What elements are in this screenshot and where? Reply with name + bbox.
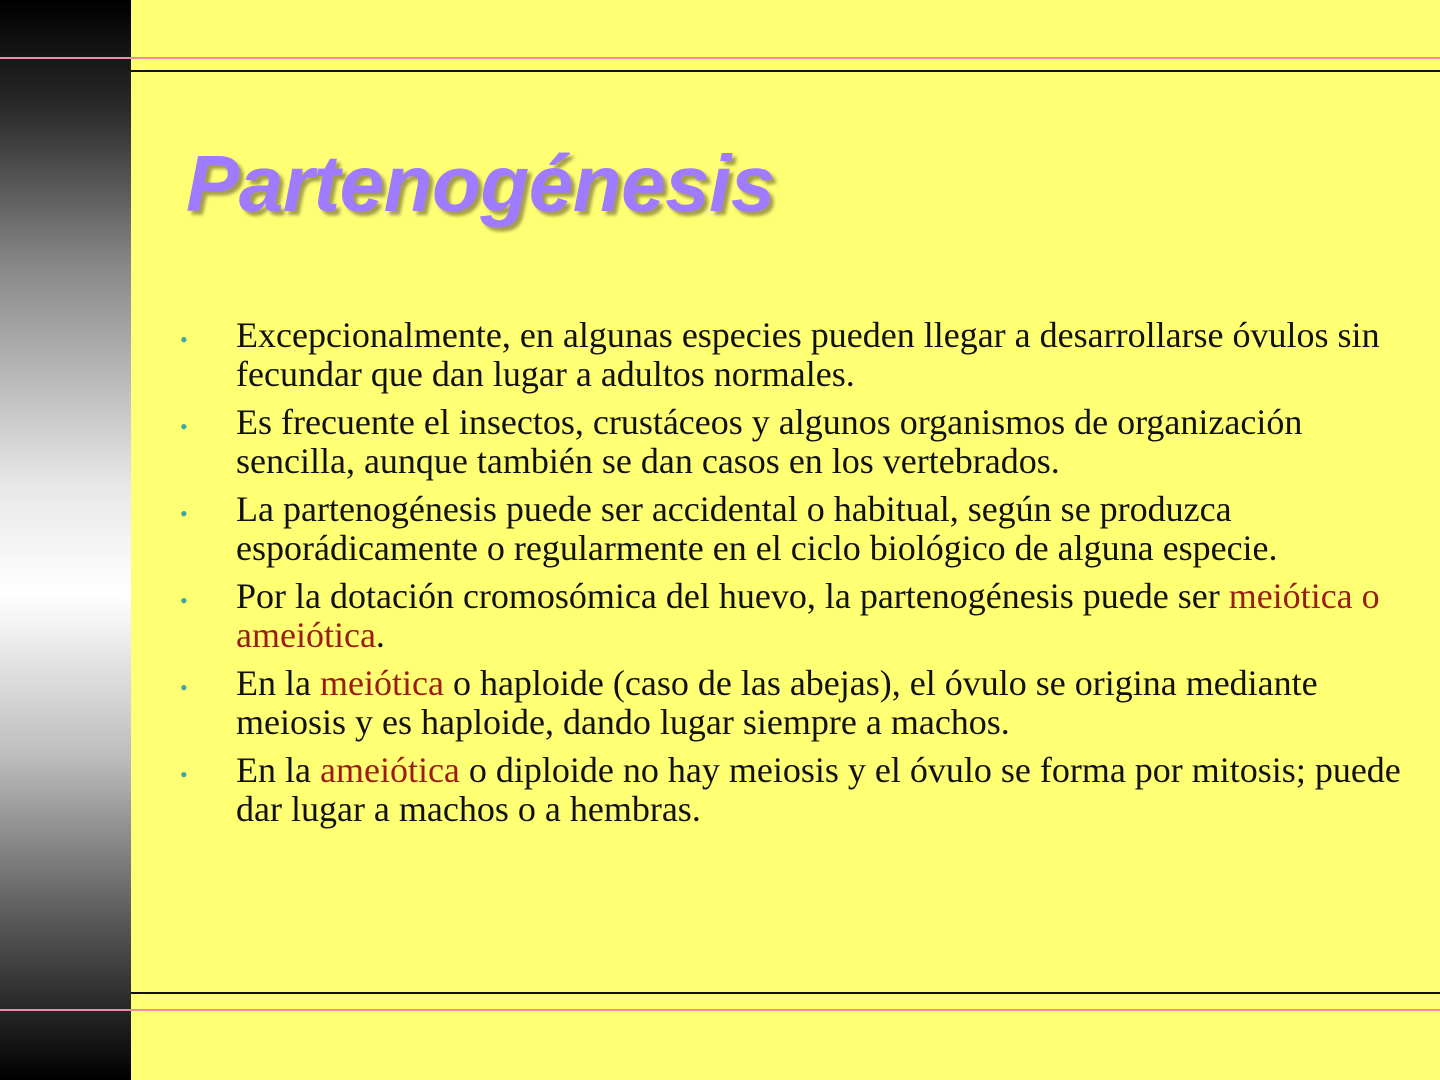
top-black-rule: [131, 70, 1440, 72]
bullet-text: Es frecuente el insectos, crustáceos y algunos organismos de organización sencilla, aunque también se dan casos en los vertebrados.: [236, 402, 1303, 481]
gradient-side-bar: [0, 0, 131, 1080]
bullet-dot-icon: •: [180, 588, 188, 613]
bullet-item: [178, 664, 1408, 742]
bullet-dot-icon: •: [180, 327, 188, 352]
top-pink-rule: [0, 57, 1440, 59]
bullet-text-pre: En la: [236, 750, 320, 790]
highlighted-term: ameiótica: [319, 750, 460, 790]
bullet-text: Excepcionalmente, en algunas especies pueden llegar a desarrollarse óvulos sin fecundar que dan lugar a adultos normales.: [236, 315, 1380, 394]
bullet-item: [178, 403, 1408, 481]
bullet-list: [178, 316, 1408, 838]
bullet-dot-icon: •: [180, 675, 188, 700]
bullet-item: [178, 577, 1408, 655]
bullet-text: La partenogénesis puede ser accidental o habitual, según se produzca esporádicamente o regularmente en el ciclo biológico de alguna especie.: [236, 489, 1278, 568]
slide-title: Partenogénesis: [186, 139, 775, 228]
bullet-item: [178, 490, 1408, 568]
bullet-item: [178, 751, 1408, 829]
bullet-item: [178, 316, 1408, 394]
bottom-black-rule: [131, 992, 1440, 994]
highlighted-term: meiótica o ameiótica: [236, 576, 1380, 655]
bullet-dot-icon: •: [180, 762, 188, 787]
bullet-dot-icon: •: [180, 501, 188, 526]
bottom-pink-rule: [0, 1009, 1440, 1011]
bullet-text-post: o haploide (caso de las abejas), el óvulo se origina mediante meiosis y es haploide, dando lugar siempre a machos.: [236, 663, 1318, 742]
bullet-text-pre: En la: [236, 663, 320, 703]
bullet-text-post: .: [375, 615, 385, 655]
bullet-dot-icon: •: [180, 414, 188, 439]
bullet-text-pre: Por la dotación cromosómica del huevo, la partenogénesis puede ser: [236, 576, 1229, 616]
highlighted-term: meiótica: [319, 663, 444, 703]
bullet-text-post: o diploide no hay meiosis y el óvulo se forma por mitosis; puede dar lugar a machos o a hembras.: [236, 750, 1401, 829]
